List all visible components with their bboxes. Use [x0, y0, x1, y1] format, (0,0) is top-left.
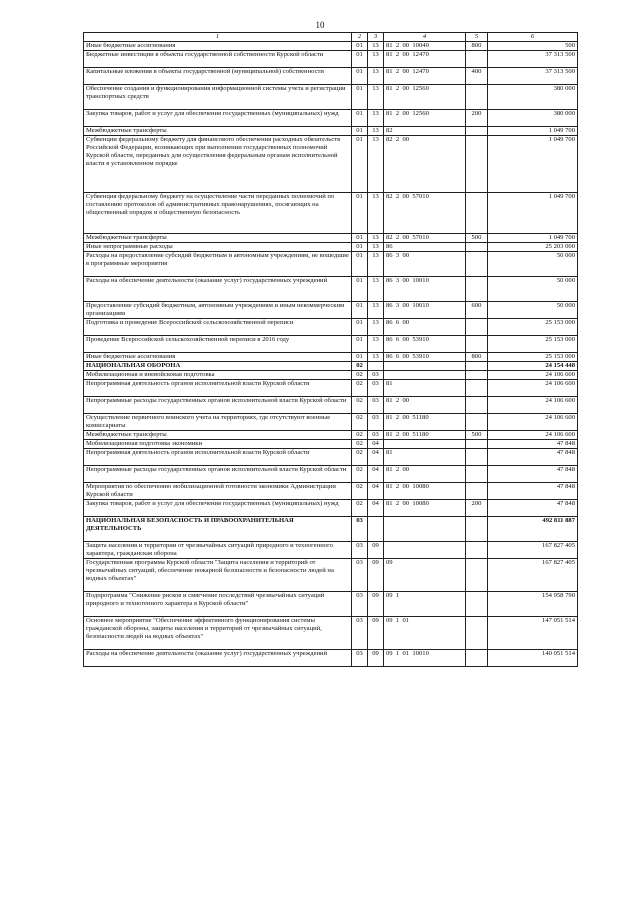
row-subsection-cell: 03 — [368, 371, 384, 380]
row-target-article-cell: 86 3 00 — [384, 252, 466, 277]
row-expense-type-cell — [466, 483, 488, 500]
table-row — [84, 319, 578, 336]
row-amount-cell: 1 049 700 — [488, 127, 578, 136]
row-section-cell: 02 — [352, 483, 368, 500]
row-name-cell: Субвенция федеральному бюджету на осуществление части переданных полномочий по составлению протоколов об административных правонарушениях, посягающих на общественный порядок и общественную безопасность — [84, 193, 352, 234]
row-subsection-cell: 03 — [368, 380, 384, 397]
row-subsection-cell: 04 — [368, 483, 384, 500]
row-amount-cell: 47 848 — [488, 440, 578, 449]
row-section-cell: 01 — [352, 193, 368, 234]
row-target-article-cell: 81 2 00 10080 — [384, 500, 466, 517]
row-amount-cell: 492 811 887 — [488, 517, 578, 542]
row-section-cell: 02 — [352, 414, 368, 431]
row-section-cell: 01 — [352, 243, 368, 252]
row-section-cell: 03 — [352, 650, 368, 667]
row-section-cell: 01 — [352, 127, 368, 136]
row-target-article-cell: 82 2 00 57010 — [384, 193, 466, 234]
table-row — [84, 110, 578, 127]
table-row — [84, 336, 578, 353]
row-target-article-cell: 81 2 00 10040 — [384, 42, 466, 51]
row-amount-cell: 25 153 000 — [488, 353, 578, 362]
row-section-cell: 03 — [352, 559, 368, 592]
row-expense-type-cell — [466, 193, 488, 234]
row-expense-type-cell — [466, 371, 488, 380]
row-section-cell: 03 — [352, 542, 368, 559]
row-expense-type-cell — [466, 466, 488, 483]
row-amount-cell: 24 106 600 — [488, 414, 578, 431]
row-target-article-cell: 09 — [384, 559, 466, 592]
row-name-cell: Межбюджетные трансферты — [84, 234, 352, 243]
row-target-article-cell: 81 2 00 12470 — [384, 68, 466, 85]
row-amount-cell: 25 153 000 — [488, 336, 578, 353]
row-name-cell: Основное мероприятие "Обеспечение эффективного функционирования системы гражданской обороны, защиты населения и территорий от чрезвычайных ситуаций, безопасности людей на водных объектах" — [84, 617, 352, 650]
row-expense-type-cell — [466, 252, 488, 277]
row-amount-cell: 24 106 600 — [488, 397, 578, 414]
row-section-cell: 02 — [352, 466, 368, 483]
table-row — [84, 592, 578, 617]
table-row — [84, 414, 578, 431]
row-section-cell: 02 — [352, 380, 368, 397]
table-row — [84, 517, 578, 542]
row-section-cell: 02 — [352, 371, 368, 380]
header-col-2: 2 — [352, 33, 368, 42]
row-subsection-cell — [368, 362, 384, 371]
row-section-cell: 03 — [352, 517, 368, 542]
table-row — [84, 500, 578, 517]
row-target-article-cell — [384, 371, 466, 380]
row-section-cell: 01 — [352, 42, 368, 51]
row-subsection-cell: 13 — [368, 42, 384, 51]
table-row — [84, 136, 578, 193]
table-row — [84, 243, 578, 252]
row-target-article-cell: 82 2 00 57010 — [384, 234, 466, 243]
row-amount-cell: 380 000 — [488, 85, 578, 110]
row-expense-type-cell — [466, 380, 488, 397]
row-target-article-cell: 81 2 00 12470 — [384, 51, 466, 68]
row-name-cell: Иные бюджетные ассигнования — [84, 353, 352, 362]
row-amount-cell: 50 000 — [488, 277, 578, 302]
row-name-cell: Непрограммная деятельность органов исполнительной власти Курской области — [84, 380, 352, 397]
row-subsection-cell: 09 — [368, 542, 384, 559]
row-section-cell: 01 — [352, 136, 368, 193]
row-expense-type-cell: 500 — [466, 431, 488, 440]
row-target-article-cell: 81 — [384, 380, 466, 397]
row-name-cell: Капитальные вложения в объекты государственной (муниципальной) собственности — [84, 68, 352, 85]
row-expense-type-cell — [466, 136, 488, 193]
table-header-row — [84, 33, 578, 42]
row-subsection-cell: 13 — [368, 277, 384, 302]
row-section-cell: 01 — [352, 336, 368, 353]
table-row — [84, 127, 578, 136]
row-amount-cell: 500 — [488, 42, 578, 51]
row-section-cell: 02 — [352, 500, 368, 517]
row-expense-type-cell: 800 — [466, 42, 488, 51]
row-expense-type-cell — [466, 336, 488, 353]
row-expense-type-cell — [466, 542, 488, 559]
row-amount-cell: 47 848 — [488, 483, 578, 500]
row-target-article-cell: 09 1 — [384, 592, 466, 617]
table-row — [84, 449, 578, 466]
row-name-cell: Осуществление первичного воинского учета на территориях, где отсутствуют военные комиссариаты — [84, 414, 352, 431]
row-subsection-cell: 13 — [368, 85, 384, 110]
row-name-cell: Бюджетные инвестиции в объекты государственной собственности Курской области — [84, 51, 352, 68]
row-expense-type-cell — [466, 362, 488, 371]
row-name-cell: Межбюджетные трансферты — [84, 431, 352, 440]
row-subsection-cell: 09 — [368, 617, 384, 650]
row-name-cell: Проведение Всероссийской сельскохозяйственной переписи в 2016 году — [84, 336, 352, 353]
row-name-cell: Непрограммная деятельность органов исполнительной власти Курской области — [84, 449, 352, 466]
row-name-cell: Иные бюджетные ассигнования — [84, 42, 352, 51]
row-amount-cell: 25 203 000 — [488, 243, 578, 252]
table-row — [84, 252, 578, 277]
budget-table — [83, 32, 578, 667]
row-target-article-cell: 86 3 00 10010 — [384, 302, 466, 319]
row-amount-cell: 25 153 000 — [488, 319, 578, 336]
row-expense-type-cell — [466, 277, 488, 302]
row-subsection-cell: 09 — [368, 592, 384, 617]
table-row — [84, 302, 578, 319]
header-col-6: 6 — [488, 33, 578, 42]
table-row — [84, 397, 578, 414]
row-subsection-cell: 13 — [368, 319, 384, 336]
row-name-cell: Подготовка и проведение Всероссийской сельскохозяйственной переписи — [84, 319, 352, 336]
row-target-article-cell: 86 — [384, 243, 466, 252]
row-name-cell: Расходы на предоставление субсидий бюджетным и автономным учреждениям, не вошедшие в программные мероприятия — [84, 252, 352, 277]
row-amount-cell: 50 000 — [488, 302, 578, 319]
row-expense-type-cell: 400 — [466, 68, 488, 85]
row-target-article-cell — [384, 542, 466, 559]
row-expense-type-cell — [466, 517, 488, 542]
row-expense-type-cell — [466, 85, 488, 110]
row-subsection-cell: 03 — [368, 414, 384, 431]
row-section-cell: 01 — [352, 110, 368, 127]
row-section-cell: 02 — [352, 449, 368, 466]
row-section-cell: 03 — [352, 592, 368, 617]
row-expense-type-cell — [466, 440, 488, 449]
row-subsection-cell: 03 — [368, 397, 384, 414]
row-subsection-cell: 13 — [368, 336, 384, 353]
row-name-cell: Предоставление субсидий бюджетным, автономным учреждениям и иным некоммерческим организациям — [84, 302, 352, 319]
row-name-cell: Мобилизационная и вневойсковая подготовка — [84, 371, 352, 380]
row-subsection-cell: 13 — [368, 252, 384, 277]
row-subsection-cell: 13 — [368, 110, 384, 127]
row-section-cell: 01 — [352, 68, 368, 85]
row-subsection-cell: 13 — [368, 51, 384, 68]
header-col-5: 5 — [466, 33, 488, 42]
row-target-article-cell: 81 — [384, 449, 466, 466]
row-amount-cell: 140 051 514 — [488, 650, 578, 667]
row-subsection-cell: 13 — [368, 193, 384, 234]
row-amount-cell: 37 313 500 — [488, 51, 578, 68]
row-subsection-cell: 13 — [368, 234, 384, 243]
row-amount-cell: 380 000 — [488, 110, 578, 127]
table-row — [84, 431, 578, 440]
row-amount-cell: 167 827 405 — [488, 559, 578, 592]
table-row — [84, 193, 578, 234]
header-col-3: 3 — [368, 33, 384, 42]
row-name-cell: Межбюджетные трансферты — [84, 127, 352, 136]
row-amount-cell: 24 106 600 — [488, 431, 578, 440]
row-section-cell: 03 — [352, 617, 368, 650]
row-expense-type-cell: 800 — [466, 353, 488, 362]
row-name-cell: Иные непрограммные расходы — [84, 243, 352, 252]
row-target-article-cell: 81 2 00 12560 — [384, 85, 466, 110]
row-section-cell: 01 — [352, 302, 368, 319]
row-expense-type-cell — [466, 414, 488, 431]
row-expense-type-cell — [466, 650, 488, 667]
row-section-cell: 01 — [352, 51, 368, 68]
table-row — [84, 542, 578, 559]
row-amount-cell: 24 154 448 — [488, 362, 578, 371]
row-subsection-cell: 13 — [368, 136, 384, 193]
table-row — [84, 617, 578, 650]
row-subsection-cell: 13 — [368, 302, 384, 319]
row-section-cell: 01 — [352, 252, 368, 277]
row-subsection-cell: 04 — [368, 500, 384, 517]
row-expense-type-cell — [466, 559, 488, 592]
table-row — [84, 234, 578, 243]
row-target-article-cell: 82 2 00 — [384, 136, 466, 193]
row-expense-type-cell: 200 — [466, 500, 488, 517]
page-number: 10 — [315, 20, 325, 30]
row-subsection-cell: 03 — [368, 431, 384, 440]
row-subsection-cell: 13 — [368, 243, 384, 252]
row-target-article-cell: 09 1 01 10010 — [384, 650, 466, 667]
table-row — [84, 362, 578, 371]
table-row — [84, 466, 578, 483]
row-name-cell: Подпрограмма "Снижение рисков и смягчение последствий чрезвычайных ситуаций природного и техногенного характера в Курской области" — [84, 592, 352, 617]
table-row — [84, 68, 578, 85]
row-section-cell: 01 — [352, 319, 368, 336]
row-name-cell: Расходы на обеспечение деятельности (оказание услуг) государственных учреждений — [84, 650, 352, 667]
header-col-4: 4 — [384, 33, 466, 42]
row-target-article-cell: 82 — [384, 127, 466, 136]
row-target-article-cell: 81 2 00 51180 — [384, 414, 466, 431]
row-target-article-cell: 86 6 00 — [384, 319, 466, 336]
row-section-cell: 01 — [352, 353, 368, 362]
row-name-cell: Защита населения и территории от чрезвычайных ситуаций природного и техногенного характера, гражданская оборона — [84, 542, 352, 559]
row-subsection-cell: 13 — [368, 127, 384, 136]
row-expense-type-cell: 500 — [466, 234, 488, 243]
row-name-cell: Закупка товаров, работ и услуг для обеспечения государственных (муниципальных) нужд — [84, 500, 352, 517]
row-target-article-cell: 81 2 00 — [384, 397, 466, 414]
row-subsection-cell: 13 — [368, 68, 384, 85]
table-row — [84, 42, 578, 51]
row-name-cell: Непрограммные расходы государственных органов исполнительной власти Курской области — [84, 397, 352, 414]
row-amount-cell: 37 313 500 — [488, 68, 578, 85]
row-name-cell: Непрограммные расходы государственных органов исполнительной власти Курской области — [84, 466, 352, 483]
row-name-cell: НАЦИОНАЛЬНАЯ БЕЗОПАСНОСТЬ И ПРАВООХРАНИТЕЛЬНАЯ ДЕЯТЕЛЬНОСТЬ — [84, 517, 352, 542]
row-subsection-cell: 04 — [368, 449, 384, 466]
row-expense-type-cell — [466, 51, 488, 68]
row-expense-type-cell: 600 — [466, 302, 488, 319]
row-target-article-cell: 81 2 00 — [384, 466, 466, 483]
row-section-cell: 02 — [352, 440, 368, 449]
row-name-cell: Расходы на обеспечение деятельности (оказание услуг) государственных учреждений — [84, 277, 352, 302]
row-amount-cell: 154 958 790 — [488, 592, 578, 617]
row-target-article-cell: 09 1 01 — [384, 617, 466, 650]
table-row — [84, 559, 578, 592]
row-amount-cell: 24 106 600 — [488, 371, 578, 380]
row-expense-type-cell — [466, 592, 488, 617]
row-name-cell: НАЦИОНАЛЬНАЯ ОБОРОНА — [84, 362, 352, 371]
row-name-cell: Мобилизационная подготовка экономики — [84, 440, 352, 449]
table-row — [84, 440, 578, 449]
row-expense-type-cell: 200 — [466, 110, 488, 127]
row-subsection-cell: 09 — [368, 559, 384, 592]
row-subsection-cell — [368, 517, 384, 542]
row-amount-cell: 47 848 — [488, 500, 578, 517]
row-name-cell: Обеспечение создания и функционирования информационной системы учета и регистрации транспортных средств — [84, 85, 352, 110]
row-subsection-cell: 13 — [368, 353, 384, 362]
row-target-article-cell: 86 3 00 10010 — [384, 277, 466, 302]
row-target-article-cell: 81 2 00 51180 — [384, 431, 466, 440]
row-expense-type-cell — [466, 127, 488, 136]
row-target-article-cell: 81 2 00 10080 — [384, 483, 466, 500]
row-section-cell: 02 — [352, 362, 368, 371]
row-expense-type-cell — [466, 617, 488, 650]
row-section-cell: 01 — [352, 234, 368, 243]
row-target-article-cell: 81 2 00 12560 — [384, 110, 466, 127]
row-amount-cell: 47 848 — [488, 466, 578, 483]
header-col-1: 1 — [84, 33, 352, 42]
row-section-cell: 02 — [352, 397, 368, 414]
row-target-article-cell: 86 6 00 53910 — [384, 353, 466, 362]
row-subsection-cell: 04 — [368, 466, 384, 483]
row-name-cell: Мероприятия по обеспечению мобилизационной готовности экономики Администрации Курской области — [84, 483, 352, 500]
table-row — [84, 650, 578, 667]
row-subsection-cell: 09 — [368, 650, 384, 667]
row-target-article-cell — [384, 440, 466, 449]
table-row — [84, 353, 578, 362]
row-name-cell: Закупка товаров, работ и услуг для обеспечения государственных (муниципальных) нужд — [84, 110, 352, 127]
row-subsection-cell: 04 — [368, 440, 384, 449]
row-amount-cell: 147 051 514 — [488, 617, 578, 650]
row-name-cell: Государственная программа Курской области "Защита населения и территорий от чрезвычайных ситуаций, обеспечение пожарной безопасности и безопасности людей на водных объектах" — [84, 559, 352, 592]
table-row — [84, 85, 578, 110]
row-amount-cell: 50 000 — [488, 252, 578, 277]
table-row — [84, 483, 578, 500]
row-target-article-cell — [384, 362, 466, 371]
row-section-cell: 02 — [352, 431, 368, 440]
row-target-article-cell: 86 6 00 53910 — [384, 336, 466, 353]
table-row — [84, 380, 578, 397]
row-amount-cell: 24 106 600 — [488, 380, 578, 397]
row-expense-type-cell — [466, 397, 488, 414]
row-expense-type-cell — [466, 319, 488, 336]
row-target-article-cell — [384, 517, 466, 542]
row-amount-cell: 167 827 405 — [488, 542, 578, 559]
row-amount-cell: 1 049 700 — [488, 136, 578, 193]
row-section-cell: 01 — [352, 277, 368, 302]
row-section-cell: 01 — [352, 85, 368, 110]
row-amount-cell: 47 848 — [488, 449, 578, 466]
table-row — [84, 277, 578, 302]
row-name-cell: Субвенции федеральному бюджету для финансового обеспечения расходных обязательств Российской Федерации, возникающих при выполнении государственных полномочий Курской области, переданных для осуществления федеральным органам исполнительной власти в установленном порядке — [84, 136, 352, 193]
table-row — [84, 371, 578, 380]
row-expense-type-cell — [466, 449, 488, 466]
row-expense-type-cell — [466, 243, 488, 252]
row-amount-cell: 1 049 700 — [488, 193, 578, 234]
table-row — [84, 51, 578, 68]
row-amount-cell: 1 049 700 — [488, 234, 578, 243]
